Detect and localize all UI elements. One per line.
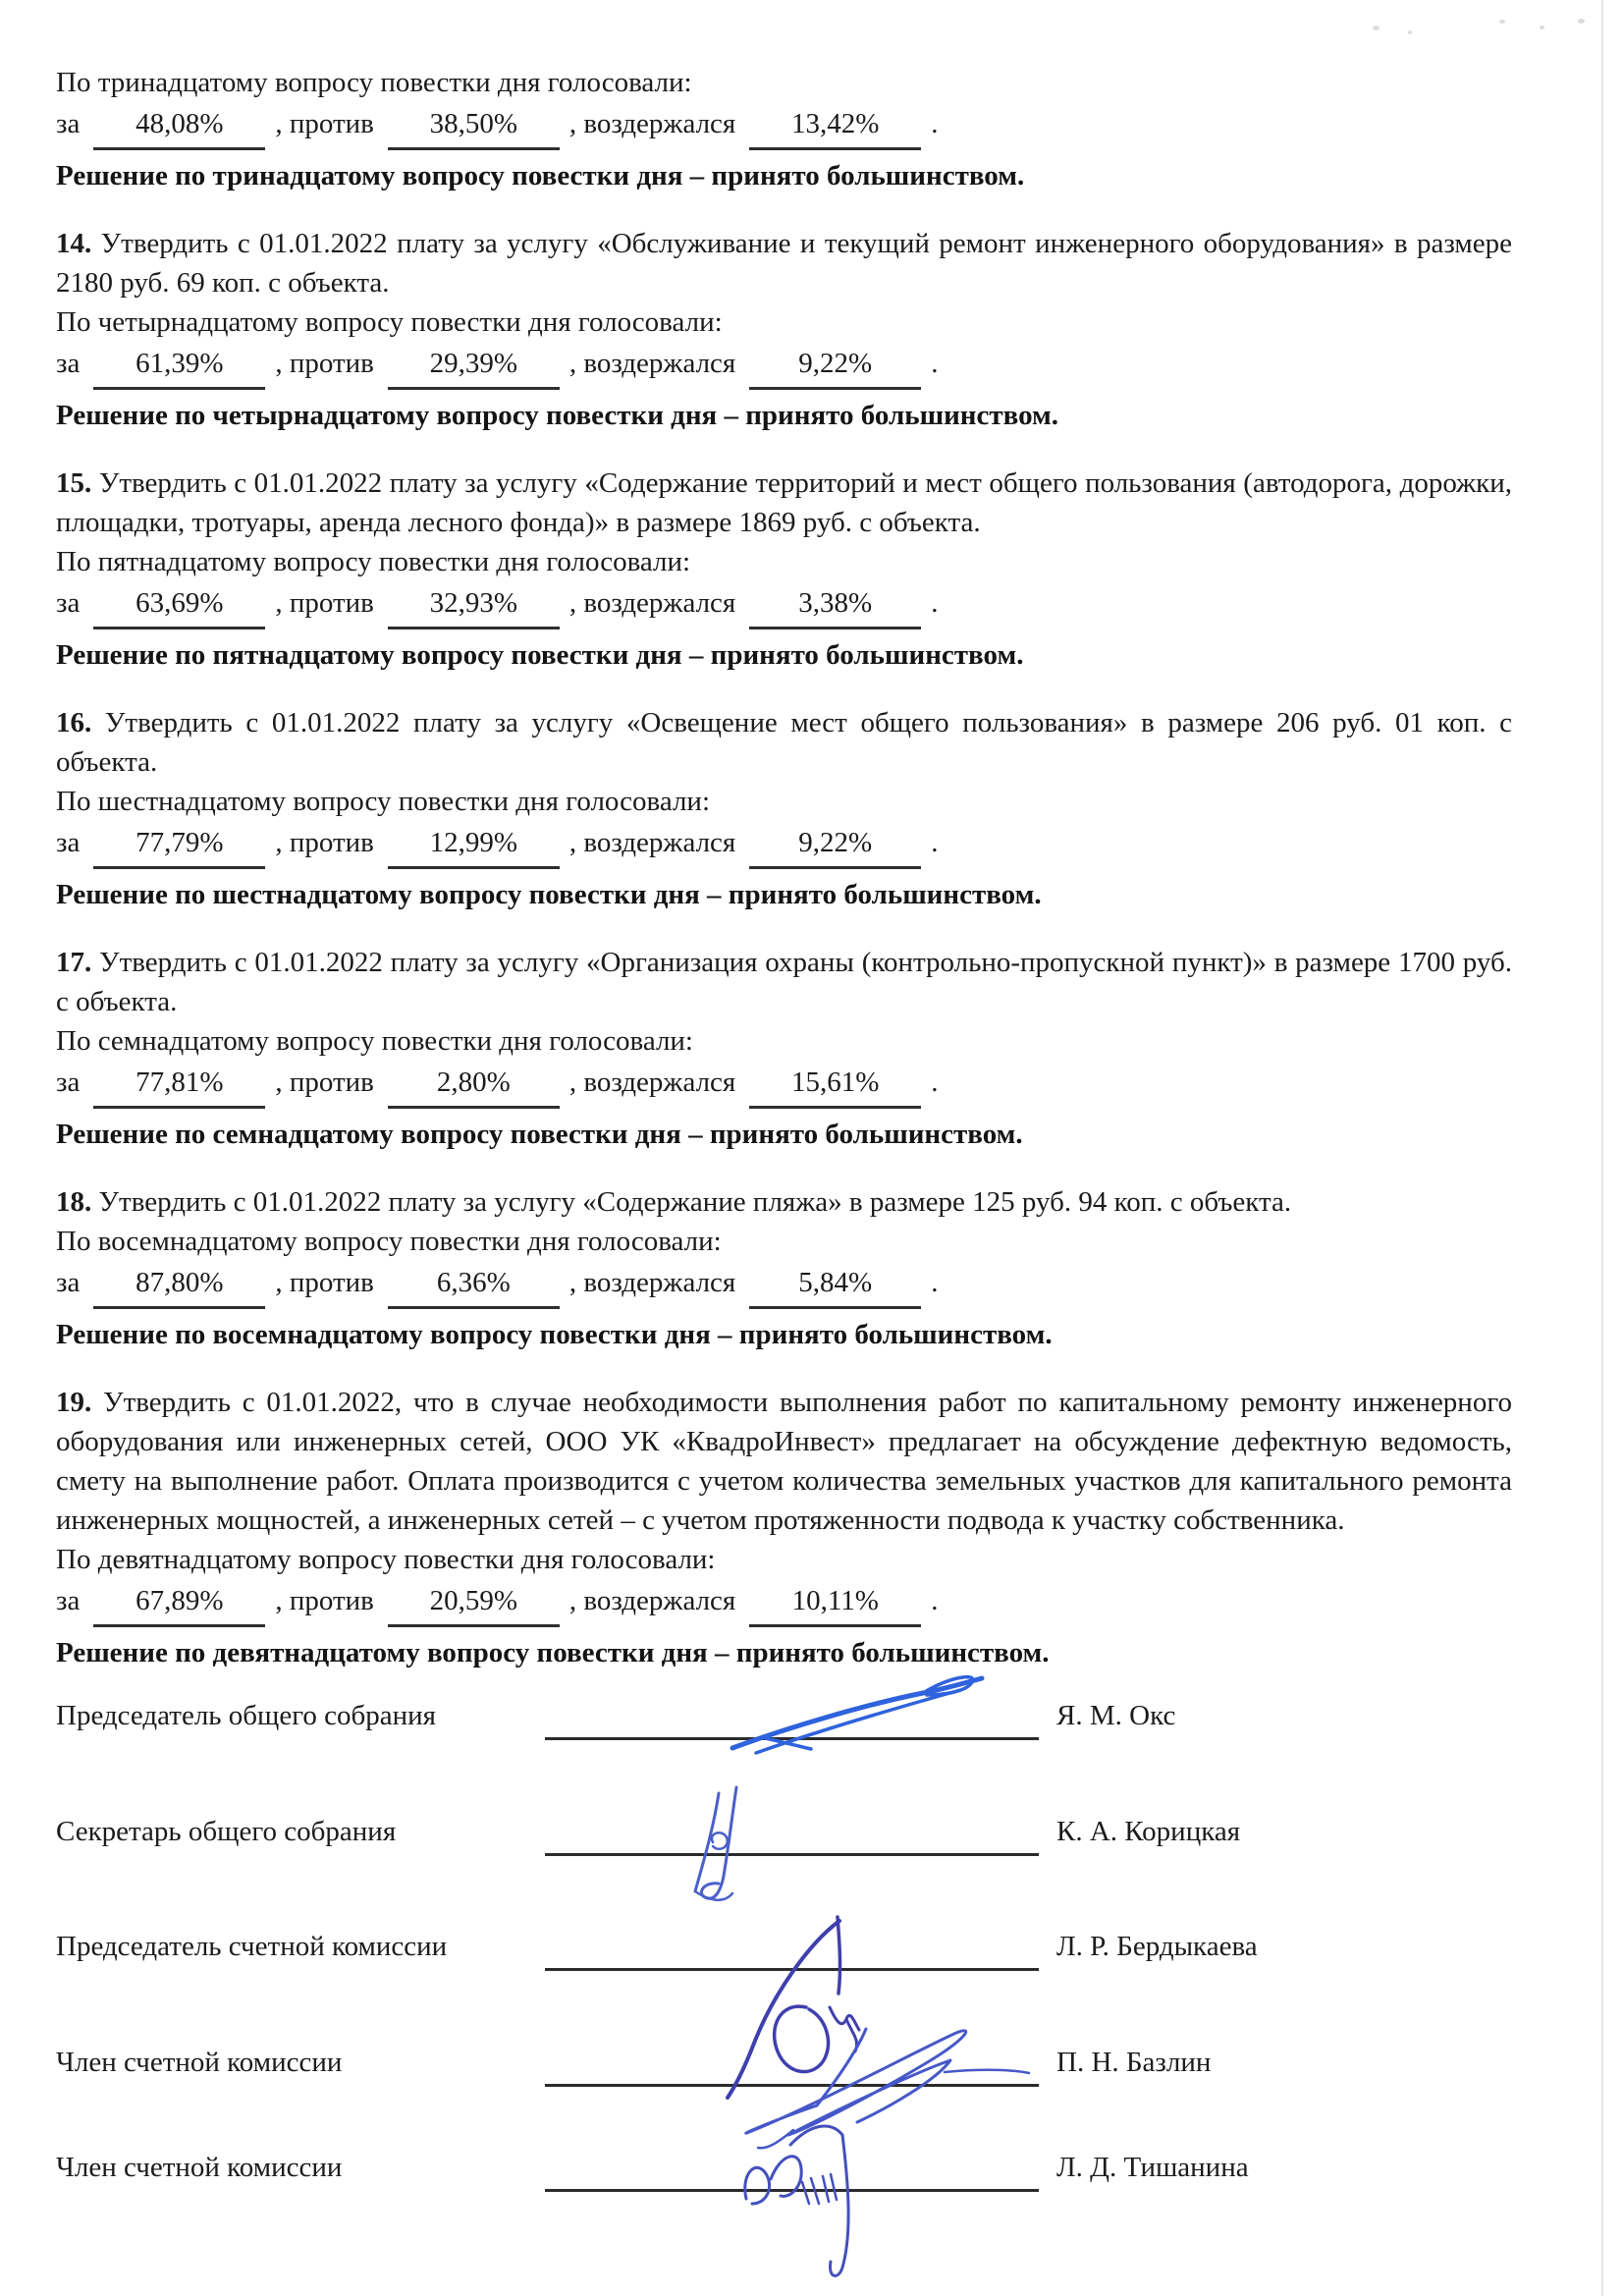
decision-line-17: Решение по семнадцатому вопросу повестки дня – принято большинством. — [56, 1119, 1023, 1150]
vote-abstain-blank — [749, 1061, 921, 1109]
vote-intro-18: По восемнадцатому вопросу повестки дня голосовали: — [56, 1226, 722, 1257]
signature-line — [545, 1853, 1039, 1856]
vote-abstain-value: 10,11% — [791, 1585, 879, 1616]
item-text-14 — [56, 224, 1512, 302]
vote-abstain-value: 5,84% — [798, 1267, 873, 1298]
item-body: Утвердить с 01.01.2022 плату за услугу «Обслуживание и текущий ремонт инженерного оборудования» в размере 2180 руб. 69 коп. с объекта. — [56, 228, 1512, 299]
signatory-role: Председатель счетной комиссии — [56, 1931, 448, 1962]
document-body — [56, 63, 1512, 1701]
vote-abstain-label: , воздержался — [568, 827, 736, 858]
signature-row-secretary — [0, 1813, 1623, 1856]
agenda-item-13 — [56, 63, 1512, 195]
vote-against-value: 20,59% — [429, 1585, 518, 1616]
item-body: Утвердить с 01.01.2022 плату за услугу «Организация охраны (контрольно-пропускной пункт)» в размере 1700 руб. с объекта. — [56, 947, 1513, 1017]
signatory-name: Я. М. Окс — [1056, 1700, 1176, 1731]
vote-against-label: , против — [275, 1066, 374, 1098]
signatory-name: Л. Р. Бердыкаева — [1056, 1931, 1258, 1962]
item-body: Утвердить с 01.01.2022 плату за услугу «Освещение мест общего пользования» в размере 206 руб. 01 коп. с объекта. — [56, 707, 1513, 778]
item-number: 19. — [56, 1387, 92, 1418]
agenda-item-17 — [56, 943, 1512, 1154]
vote-against-blank — [388, 581, 560, 629]
signatory-role: Председатель общего собрания — [56, 1700, 437, 1731]
vote-abstain-blank — [749, 581, 921, 629]
vote-intro-19: По девятнадцатому вопросу повестки дня голосовали: — [56, 1544, 716, 1575]
vote-against-blank — [388, 1261, 560, 1309]
scan-speck — [1578, 19, 1585, 24]
signatory-role: Секретарь общего собрания — [56, 1816, 397, 1847]
decision-line-18: Решение по восемнадцатому вопросу повестки дня – принято большинством. — [56, 1319, 1053, 1350]
vote-abstain-label: , воздержался — [568, 1066, 736, 1098]
vote-against-value: 6,36% — [436, 1267, 511, 1298]
vote-for-value: 77,81% — [135, 1066, 224, 1098]
vote-against-value: 38,50% — [429, 108, 518, 139]
item-text-19 — [56, 1383, 1512, 1540]
vote-against-blank — [388, 342, 560, 390]
vote-intro-14: По четырнадцатому вопросу повестки дня голосовали: — [56, 306, 723, 338]
agenda-item-15 — [56, 464, 1512, 675]
item-number: 14. — [56, 228, 92, 259]
signatory-role: Член счетной комиссии — [56, 2152, 343, 2183]
scan-speck — [1373, 26, 1380, 30]
vote-for-blank — [93, 581, 265, 629]
vote-against-label: , против — [275, 827, 374, 858]
agenda-item-18 — [56, 1182, 1512, 1354]
vote-end-period: . — [931, 348, 939, 379]
vote-against-label: , против — [275, 1585, 374, 1616]
vote-abstain-blank — [749, 1579, 921, 1627]
vote-results-16 — [56, 821, 1512, 869]
vote-end-period: . — [931, 1267, 939, 1298]
vote-against-value: 2,80% — [436, 1066, 511, 1098]
vote-against-blank — [388, 102, 560, 150]
signature-row-counting-member-2 — [0, 2149, 1623, 2192]
signature-row-chairman — [0, 1697, 1623, 1740]
item-text-16 — [56, 703, 1512, 782]
vote-results-17 — [56, 1061, 1512, 1109]
vote-abstain-label: , воздержался — [568, 108, 736, 139]
scan-speck — [1540, 26, 1544, 29]
decision-line-13: Решение по тринадцатому вопросу повестки дня – принято большинством. — [56, 160, 1025, 191]
item-number: 15. — [56, 467, 92, 499]
vote-against-value: 29,39% — [429, 348, 518, 379]
vote-results-18 — [56, 1261, 1512, 1309]
vote-for-label: за — [56, 587, 81, 619]
item-number: 17. — [56, 947, 92, 978]
vote-against-label: , против — [275, 108, 374, 139]
scan-speck — [1408, 30, 1412, 34]
vote-end-period: . — [931, 108, 939, 139]
vote-for-value: 87,80% — [135, 1267, 224, 1298]
signature-row-counting-member-1 — [0, 2044, 1623, 2087]
vote-intro-13: По тринадцатому вопросу повестки дня голосовали: — [56, 67, 692, 98]
vote-results-13 — [56, 102, 1512, 150]
vote-for-blank — [93, 821, 265, 869]
item-text-17 — [56, 943, 1512, 1021]
decision-line-19: Решение по девятнадцатому вопросу повестки дня – принято большинством. — [56, 1637, 1050, 1668]
item-body: Утвердить с 01.01.2022 плату за услугу «Содержание пляжа» в размере 125 руб. 94 коп. с объекта. — [98, 1186, 1292, 1218]
vote-abstain-label: , воздержался — [568, 1267, 736, 1298]
vote-for-label: за — [56, 827, 81, 858]
vote-results-14 — [56, 342, 1512, 390]
item-number: 16. — [56, 707, 92, 738]
vote-abstain-label: , воздержался — [568, 348, 736, 379]
vote-for-value: 67,89% — [135, 1585, 224, 1616]
vote-for-label: за — [56, 348, 81, 379]
vote-intro-17: По семнадцатому вопросу повестки дня голосовали: — [56, 1025, 693, 1057]
agenda-item-16 — [56, 703, 1512, 914]
item-body: Утвердить с 01.01.2022, что в случае необходимости выполнения работ по капитальному ремонту инженерного оборудования или инженерных сетей, ООО УК «КвадроИнвест» предлагает на обсуждение дефектную ведомость, смету на выполнение работ. Оплата производится с учетом количества земельных участков для капитального ремонта инженерных мощностей, а инженерных сетей – с учетом протяженности подвода к участку собственника. — [56, 1387, 1513, 1536]
item-body: Утвердить с 01.01.2022 плату за услугу «Содержание территорий и мест общего пользования (автодорога, дорожки, площадки, тротуары, аренда лесного фонда)» в размере 1869 руб. с объекта. — [56, 467, 1513, 538]
vote-for-blank — [93, 102, 265, 150]
vote-abstain-blank — [749, 1261, 921, 1309]
signature-row-counting-chair — [0, 1928, 1623, 1971]
vote-for-label: за — [56, 1585, 81, 1616]
vote-intro-16: По шестнадцатому вопросу повестки дня голосовали: — [56, 786, 711, 817]
vote-for-blank — [93, 1579, 265, 1627]
agenda-item-14 — [56, 224, 1512, 435]
vote-abstain-blank — [749, 342, 921, 390]
vote-for-blank — [93, 342, 265, 390]
vote-intro-15: По пятнадцатому вопросу повестки дня голосовали: — [56, 546, 691, 577]
vote-abstain-label: , воздержался — [568, 587, 736, 619]
decision-line-16: Решение по шестнадцатому вопросу повестки дня – принято большинством. — [56, 879, 1042, 910]
item-text-15 — [56, 464, 1512, 542]
vote-end-period: . — [931, 827, 939, 858]
vote-for-value: 48,08% — [135, 108, 224, 139]
signatory-role: Член счетной комиссии — [56, 2047, 343, 2078]
vote-against-label: , против — [275, 1267, 374, 1298]
vote-against-blank — [388, 821, 560, 869]
vote-end-period: . — [931, 1066, 939, 1098]
signature-tishanina-ink — [731, 2105, 884, 2291]
vote-for-value: 77,79% — [135, 827, 224, 858]
vote-against-blank — [388, 1061, 560, 1109]
signatory-name: К. А. Корицкая — [1056, 1816, 1241, 1847]
decision-line-14: Решение по четырнадцатому вопросу повестки дня – принято большинством. — [56, 400, 1059, 431]
scan-speck — [1499, 20, 1505, 24]
signature-line — [545, 2084, 1039, 2087]
signature-line — [545, 2189, 1039, 2192]
vote-for-value: 61,39% — [135, 348, 224, 379]
vote-against-blank — [388, 1579, 560, 1627]
vote-abstain-value: 9,22% — [798, 348, 873, 379]
vote-abstain-value: 15,61% — [791, 1066, 880, 1098]
vote-against-value: 12,99% — [429, 827, 518, 858]
vote-against-label: , против — [275, 587, 374, 619]
signatory-name: Л. Д. Тишанина — [1056, 2152, 1249, 2183]
vote-abstain-label: , воздержался — [568, 1585, 736, 1616]
vote-abstain-value: 3,38% — [798, 587, 873, 619]
vote-abstain-blank — [749, 821, 921, 869]
vote-for-blank — [93, 1261, 265, 1309]
vote-for-value: 63,69% — [135, 587, 224, 619]
vote-abstain-value: 9,22% — [798, 827, 873, 858]
vote-end-period: . — [931, 587, 939, 619]
vote-for-label: за — [56, 108, 81, 139]
vote-against-label: , против — [275, 348, 374, 379]
vote-for-label: за — [56, 1066, 81, 1098]
signature-line — [545, 1737, 1039, 1740]
vote-abstain-value: 13,42% — [791, 108, 880, 139]
vote-results-19 — [56, 1579, 1512, 1627]
item-number: 18. — [56, 1186, 92, 1218]
vote-for-blank — [93, 1061, 265, 1109]
vote-end-period: . — [931, 1585, 939, 1616]
item-text-18 — [56, 1182, 1512, 1222]
vote-against-value: 32,93% — [429, 587, 518, 619]
agenda-item-19 — [56, 1383, 1512, 1672]
vote-results-15 — [56, 581, 1512, 629]
decision-line-15: Решение по пятнадцатому вопросу повестки дня – принято большинством. — [56, 639, 1024, 671]
signature-line — [545, 1968, 1039, 1971]
signatory-name: П. Н. Базлин — [1056, 2047, 1212, 2078]
vote-for-label: за — [56, 1267, 81, 1298]
vote-abstain-blank — [749, 102, 921, 150]
